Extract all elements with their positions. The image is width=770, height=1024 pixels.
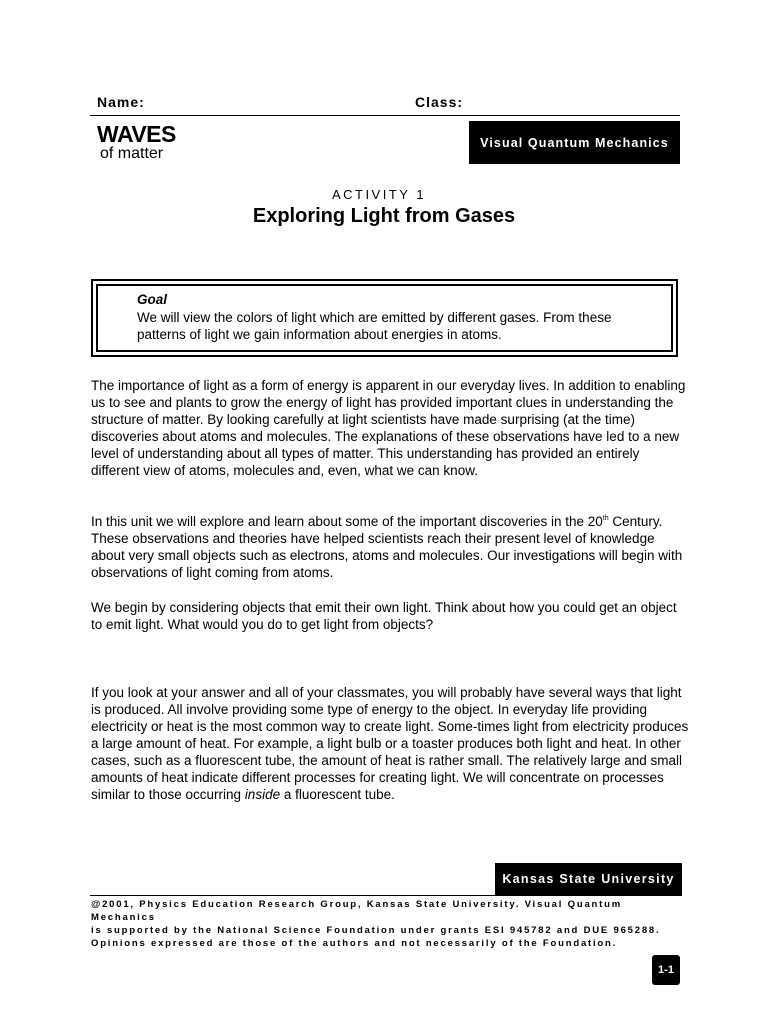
page-title-text: Exploring Light from Gases xyxy=(252,205,516,227)
goal-heading: Goal xyxy=(137,292,168,307)
footer-line-2: is supported by the National Science Foundation under grants ESI 945782 and DUE 965288. xyxy=(91,925,661,936)
university-badge-label: Kansas State University xyxy=(502,872,675,886)
series-subtitle: of matter xyxy=(100,145,164,162)
intro-paragraph: The importance of light as a form of energy is apparent in our everyday lives. In addition to enabling us to see and plants to grow the energy of light has provided important clues in understanding the structure of matter. By looking carefully at light scientists have made surprising (at the time) discoveries about atoms and molecules. The explanations of these observations have led to a new level of understanding about all types of matter. This understanding has provided an entirely different view of atoms, molecules and, even, what we can know. xyxy=(91,378,686,478)
series-title: WAVES xyxy=(97,121,176,147)
page-number-badge xyxy=(652,955,680,985)
goal-text: We will view the colors of light which are emitted by different gases. From these patterns of light we gain information about energies in atoms. xyxy=(137,310,612,342)
name-label: Name: xyxy=(97,94,145,110)
footer-divider xyxy=(90,895,682,896)
discussion-paragraph-start: If you look at your answer and all of your classmates, you will probably have several ways that light is produced. All involve providing some type of energy to the object. In everyday life providing electricity or heat is the most common way to create light. Some-times light from electricity produces a large amount of heat. For example, a light bulb or a toaster produces both light and heat. In other cases, such as a fluorescent tube, the amount of heat is rather small. The relatively large and small amounts of heat indicate different processes for creating light. We will concentrate on processes similar to those occurring xyxy=(91,685,689,802)
ordinal-superscript: th xyxy=(602,514,609,522)
page-number: 1-1 xyxy=(658,964,674,976)
unit-paragraph-start: In this unit we will explore and learn about some of the important discoveries in the 20 xyxy=(91,514,603,529)
university-badge xyxy=(495,863,682,895)
program-badge-label: Visual Quantum Mechanics xyxy=(480,135,669,150)
class-label: Class: xyxy=(415,94,464,110)
footer-copyright xyxy=(91,898,691,950)
question-paragraph: We begin by considering objects that emit their own light. Think about how you could get an object to emit light. What would you do to get light from objects? xyxy=(91,600,677,632)
program-badge xyxy=(469,121,680,164)
unit-paragraph-end: Century. These observations and theories have helped scientists reach their present level of knowledge about very small objects such as electrons, atoms and molecules. Our investigations will begin with observations of light coming from atoms. xyxy=(91,514,683,580)
unit-paragraph xyxy=(91,513,691,581)
emphasis-inside: inside xyxy=(244,787,281,802)
activity-label xyxy=(0,187,770,202)
activity-label-text: ACTIVITY 1 xyxy=(331,187,427,202)
footer-line-1: @2001, Physics Education Research Group, Kansas State University. Visual Quantum Mechanics xyxy=(91,899,622,923)
page-title xyxy=(0,205,770,228)
header-divider xyxy=(90,115,680,116)
discussion-paragraph xyxy=(91,684,691,803)
discussion-paragraph-end: a fluorescent tube. xyxy=(280,787,395,802)
footer-line-3: Opinions expressed are those of the authors and not necessarily of the Foundation. xyxy=(91,938,618,949)
